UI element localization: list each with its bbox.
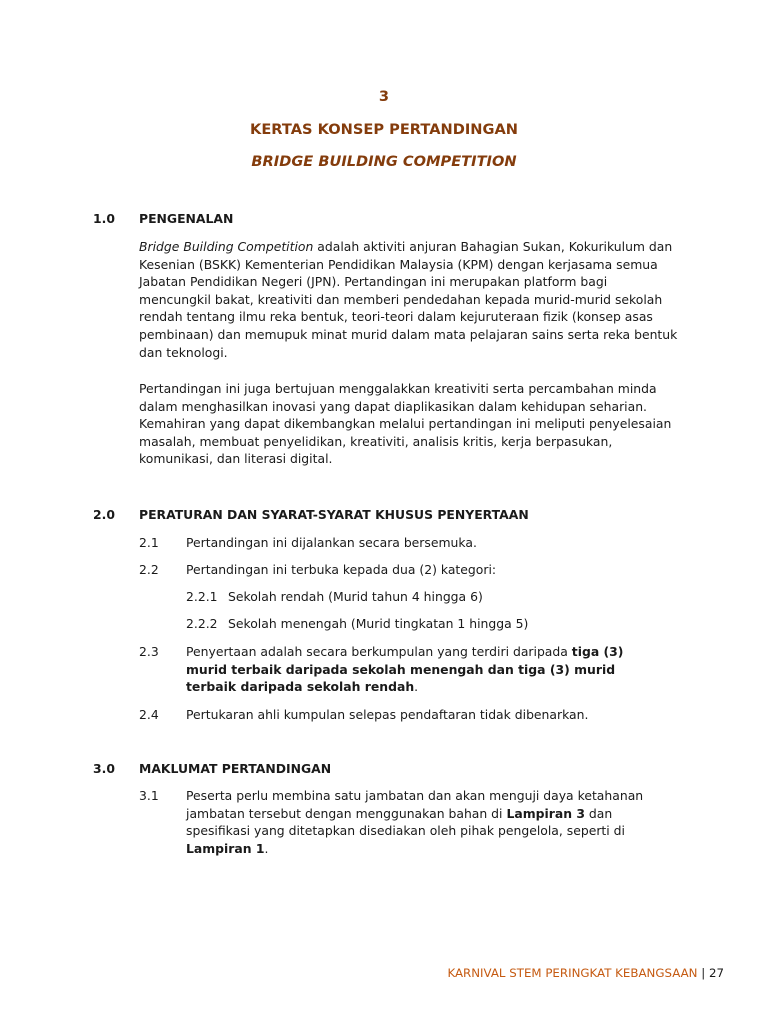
section-title: PENGENALAN bbox=[139, 211, 234, 226]
item-text: Pertandingan ini terbuka kepada dua (2) kategori: bbox=[186, 562, 497, 577]
item-text: Pertandingan ini dijalankan secara bersemuka. bbox=[186, 535, 477, 550]
subitem-number: 2.2.2 bbox=[186, 616, 218, 631]
page-number: 27 bbox=[708, 966, 724, 980]
competition-name: Bridge Building Competition bbox=[139, 239, 314, 254]
page-footer bbox=[447, 965, 724, 983]
section-number: 3.0 bbox=[93, 761, 115, 776]
item-number: 2.2 bbox=[139, 562, 159, 577]
intro-paragraph-text: adalah aktiviti anjuran Bahagian Sukan, Kokurikulum dan Kesenian (BSKK) Kementerian Pendidikan Malaysia (KPM) dengan kerjasama semua Jabatan Pendidikan Negeri (JPN). Pertandingan ini merupakan platform bagi mencungkil bakat, kreativiti dan memberi pendedahan kepada murid-murid sekolah rendah tentang ilmu reka bentuk, teori-teori dalam kejuruteraan fizik (konsep asas pembinaan) dan memupuk minat murid dalam mata pelajaran sains serta reka bentuk dan teknologi. bbox=[139, 239, 678, 360]
item-text bbox=[186, 787, 654, 857]
item-number: 2.1 bbox=[139, 535, 159, 550]
item-text-part: . bbox=[414, 679, 419, 695]
item-text-part: Peserta perlu membina satu jambatan dan akan menguji daya ketahanan jambatan tersebut dengan menggunakan bahan di bbox=[186, 788, 644, 821]
item-text-part: . bbox=[264, 840, 269, 856]
intro-paragraph bbox=[139, 238, 679, 361]
item-text bbox=[186, 643, 654, 696]
chapter-number: 3 bbox=[378, 88, 390, 105]
item-number: 3.1 bbox=[139, 788, 159, 803]
section-title: PERATURAN DAN SYARAT-SYARAT KHUSUS PENYERTAAN bbox=[139, 507, 529, 522]
document-subtitle: BRIDGE BUILDING COMPETITION bbox=[251, 153, 517, 170]
item-number: 2.4 bbox=[139, 707, 159, 722]
subitem-text: Sekolah menengah (Murid tingkatan 1 hingga 5) bbox=[228, 616, 529, 631]
document-title: KERTAS KONSEP PERTANDINGAN bbox=[250, 121, 518, 138]
item-text-part: dan spesifikasi yang ditetapkan disediakan oleh pihak pengelola, seperti di bbox=[186, 805, 625, 839]
appendix-reference: Lampiran 3 bbox=[506, 805, 585, 821]
footer-title: KARNIVAL STEM PERINGKAT KEBANGSAAN bbox=[447, 966, 698, 980]
objective-paragraph: Pertandingan ini juga bertujuan menggalakkan kreativiti serta percambahan minda dalam menghasilkan inovasi yang dapat diaplikasikan dalam kehidupan seharian. Kemahiran yang dapat dikembangkan melalui pertandingan ini meliputi penyelesaian masalah, membuat penyelidikan, kreativiti, analisis kritis, kerja berpasukan, komunikasi, dan literasi digital. bbox=[139, 381, 672, 467]
section-number: 2.0 bbox=[93, 507, 115, 522]
item-number: 2.3 bbox=[139, 644, 159, 659]
section-title: MAKLUMAT PERTANDINGAN bbox=[139, 761, 332, 776]
subitem-text: Sekolah rendah (Murid tahun 4 hingga 6) bbox=[228, 589, 483, 604]
appendix-reference: Lampiran 1 bbox=[186, 840, 265, 856]
item-text-emphasis: tiga (3) murid terbaik daripada sekolah menengah dan tiga (3) murid terbaik daripada sekolah rendah bbox=[186, 644, 624, 695]
item-text: Pertukaran ahli kumpulan selepas pendaftaran tidak dibenarkan. bbox=[186, 707, 589, 722]
subitem-number: 2.2.1 bbox=[186, 589, 218, 604]
item-text-part: Penyertaan adalah secara berkumpulan yang terdiri daripada bbox=[186, 644, 572, 659]
footer-separator: | bbox=[697, 966, 709, 980]
section-number: 1.0 bbox=[93, 211, 115, 226]
